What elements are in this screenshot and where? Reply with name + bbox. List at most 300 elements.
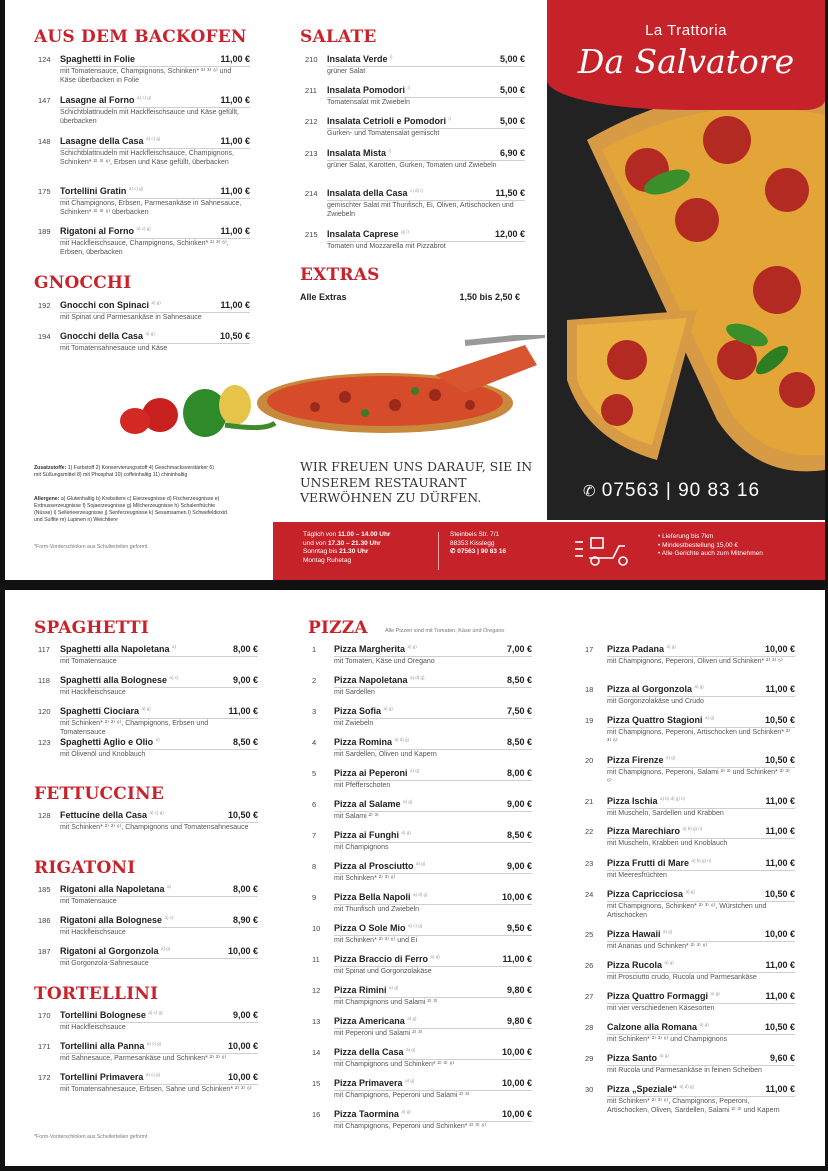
section-title-tortellini: TORTELLINI [34, 984, 159, 1004]
info-footer [273, 522, 825, 580]
menu-item-row [38, 706, 258, 716]
item-description: mit Sardellen, Oliven und Kapern [334, 751, 437, 758]
item-name: Insalata della Casa $^{c) d) i)}$ [327, 188, 423, 198]
allergen-codes: a) c) g) [148, 1010, 163, 1015]
item-name: Pizza Firenze $^{a) g)}$ [607, 755, 676, 765]
ham-footnote: *Form-Vorderschinken aus Schulterteilen geformt [34, 1134, 148, 1140]
item-name: Pizza Bella Napoli $^{a) d) g)}$ [334, 892, 428, 902]
item-price: 11,00 € [765, 1084, 795, 1094]
item-description: mit Champignons und Salami ²⁾ ³⁾ [334, 999, 438, 1006]
menu-item [312, 799, 532, 831]
item-price: 11,00 € [765, 960, 795, 970]
delivery-scooter-icon [573, 534, 641, 568]
item-name: Insalata Pomodori $^{i)}$ [327, 85, 411, 95]
item-description: mit Schinken* ²⁾ ³⁾ ⁶⁾, Champignons und Tomatensahnesauce [60, 824, 249, 831]
item-description: Schichtblattnudeln mit Hackfleischsauce, Champignons, Schinken* ²⁾ ³⁾ ⁶⁾, Erbsen und Käse gefüllt, überbacken [60, 150, 234, 166]
allergen-codes: a) [172, 644, 177, 649]
menu-item-row [585, 1084, 795, 1094]
allergen-codes: i) [388, 148, 392, 153]
item-description: mit Champignons, Peperoni und Salami ²⁾ ³⁾ [334, 1092, 470, 1099]
menu-item-row [585, 858, 795, 868]
item-price: 12,00 € [494, 229, 525, 239]
section-title-rigatoni: RIGATONI [34, 858, 136, 878]
menu-item-row [312, 954, 532, 964]
allergens-note: Allergene: a) Glutenhaltig b) Krebstiere c) Eierzeugnisse d) Fischerzeugnisse e) Erdnusserzeugnisse f) Sojaerzeugnisse g) Milcherzeugnisse h) Schalenfrüchte (Nüsse) i) Sellerieerzeugnisse j) Senferzeugnisse k) Sesamsamen l) Schwefeldioxid und Sulfite m) Lupinen n) Weichtiere [34, 496, 227, 523]
menu-item [312, 923, 532, 955]
section-title-fettuccine: FETTUCCINE [34, 784, 165, 804]
menu-item [312, 985, 532, 1017]
item-name: Pizza al Salame $^{a) g)}$ [334, 799, 413, 809]
menu-item [305, 54, 525, 86]
allergen-codes: a) c) g) [408, 923, 423, 928]
item-name: Pizza Frutti di Mare $^{a) b) g) n)}$ [607, 858, 712, 868]
phone-icon: ✆ [450, 548, 456, 555]
item-price: 9,00 € [506, 861, 532, 871]
item-name: Tortellini Primavera $^{a) c) g)}$ [60, 1072, 161, 1082]
menu-item [585, 826, 795, 858]
section-title-pizza: PIZZA [308, 618, 368, 638]
allergen-codes: a) c) g) [149, 810, 164, 815]
item-name: Insalata Verde $^{i)}$ [327, 54, 393, 64]
item-price: 11,00 € [220, 300, 250, 310]
item-price: 11,50 € [495, 188, 525, 198]
item-name: Rigatoni alla Bolognese $^{a) c)}$ [60, 915, 174, 925]
menu-item-row [305, 85, 525, 95]
item-description: mit Schinken* ²⁾ ³⁾ ⁶⁾, Champignons, Erbsen und Tomatensauce [60, 720, 209, 736]
pizza-photo [547, 60, 825, 520]
allergen-codes: i) [407, 85, 411, 90]
allergen-codes: a) g) [710, 991, 720, 996]
allergen-codes: a) g) [406, 1047, 416, 1052]
item-price: 11,00 € [765, 684, 795, 694]
item-price: 10,00 € [227, 1041, 258, 1051]
item-number: 4 [312, 738, 317, 747]
menu-item-row [312, 985, 532, 995]
item-price: 10,00 € [501, 892, 532, 902]
item-number: 175 [38, 187, 51, 196]
item-description: mit Schinken* ²⁾ ³⁾ ⁶⁾ und Champignons [607, 1036, 728, 1043]
item-description: mit Sahnesauce, Parmesankäse und Schinken* ²⁾ ³⁾ ⁶⁾ [60, 1055, 227, 1062]
item-description: mit Champignons, Peperoni, Salami ²⁾ ³⁾ und Schinken* ²⁾ ³⁾ ⁶⁾ [607, 769, 790, 785]
item-number: 186 [38, 916, 51, 925]
menu-item [38, 810, 258, 842]
allergen-codes: c) d) i) [410, 188, 423, 193]
item-price: 11,00 € [220, 54, 250, 64]
item-description: mit Schinken* ²⁾ ³⁾ ⁶⁾ und Ei [334, 937, 418, 944]
item-description: Gurken- und Tomatensalat gemischt [327, 130, 440, 137]
item-description: mit Zwiebeln [334, 720, 374, 727]
allergen-codes: a) g) [410, 768, 420, 773]
menu-item-row [585, 684, 795, 694]
menu-item [585, 991, 795, 1023]
item-name: Fettucine della Casa $^{a) c) g)}$ [60, 810, 164, 820]
allergen-codes: i) [390, 54, 393, 59]
item-number: 20 [585, 756, 594, 765]
menu-item [38, 1010, 258, 1042]
item-price: 5,00 € [499, 54, 525, 64]
menu-item-row [305, 116, 525, 126]
item-description: mit Tomatensahnesauce und Käse [60, 345, 168, 352]
item-name: Insalata Mista $^{i)}$ [327, 148, 392, 158]
menu-item [305, 148, 525, 180]
item-description: mit Sardellen [334, 689, 375, 696]
allergen-codes: a) b) g) n) [682, 826, 703, 831]
item-number: 27 [585, 992, 594, 1001]
menu-item-row [38, 946, 258, 956]
item-description: mit Champignons, Peperoni, Artischocken und Schinken* ²⁾ ³⁾ ⁶⁾ [607, 729, 791, 745]
allergen-codes: a) d) g) [679, 1084, 695, 1089]
menu-item [312, 644, 532, 676]
allergen-codes: g) i) [401, 229, 409, 234]
item-description: mit Gorgonzolakäse und Crudo [607, 698, 704, 705]
item-number: 187 [38, 947, 51, 956]
item-name: Spaghetti Ciociara $^{a) g)}$ [60, 706, 151, 716]
menu-item-row [38, 136, 250, 146]
item-description: mit Hackfleischsauce [60, 1024, 126, 1031]
item-name: Pizza Margherita $^{a) g)}$ [334, 644, 417, 654]
cover-column [547, 0, 825, 520]
menu-item [38, 675, 258, 707]
menu-item-row [312, 830, 532, 840]
phone-icon: ✆ [583, 483, 602, 500]
item-description: mit Peperoni und Salami ²⁾ ³⁾ [334, 1030, 423, 1037]
ham-footnote: *Form-Vorderschinken aus Schulterteilen geformt [34, 544, 148, 550]
item-name: Pizza Marechiaro $^{a) b) g) n)}$ [607, 826, 703, 836]
item-description: mit Champignons, Peperoni, Oliven und Schinken* ²⁾ ³⁾ ⁶⁾ [607, 658, 783, 665]
allergen-codes: a) [167, 884, 172, 889]
menu-item [585, 684, 795, 716]
item-name: Pizza Santo $^{a) g)}$ [607, 1053, 669, 1063]
item-description: mit Meeresfrüchten [607, 872, 667, 879]
item-price: 10,50 € [227, 810, 258, 820]
allergen-codes: a) g) [401, 1109, 411, 1114]
menu-item-row [38, 1041, 258, 1051]
allergen-codes: a) g) [383, 706, 393, 711]
menu-item [38, 915, 258, 947]
menu-item-row [585, 826, 795, 836]
menu-item [312, 1047, 532, 1079]
menu-item [312, 737, 532, 769]
menu-item-row [38, 644, 258, 654]
item-price: 10,00 € [764, 929, 795, 939]
item-number: 22 [585, 827, 594, 836]
menu-item [305, 85, 525, 117]
menu-item-row [585, 1022, 795, 1032]
item-number: 29 [585, 1054, 594, 1063]
menu-item-row [312, 737, 532, 747]
item-number: 26 [585, 961, 594, 970]
item-name: Lasagne al Forno $^{a) c) g)}$ [60, 95, 152, 105]
opening-hours: Täglich von 11.00 – 14.00 Uhr und von 17.30 – 21.30 Uhr Sonntag bis 21.30 Uhr Montag Ruhetag [303, 531, 391, 564]
item-number: 2 [312, 676, 317, 685]
menu-item-row [38, 1010, 258, 1020]
item-description: mit Tomatensahnesauce, Erbsen, Sahne und Schinken* ²⁾ ³⁾ ⁶⁾ [60, 1086, 252, 1093]
menu-item [312, 892, 532, 924]
item-description: mit Hackfleischsauce, Champignons, Schinken* ²⁾ ³⁾ ⁶⁾, Erbsen, überbacken [60, 240, 229, 256]
menu-item-row [38, 884, 258, 894]
item-description: mit Tomaten, Käse und Oregano [334, 658, 435, 665]
item-price: 11,00 € [220, 136, 250, 146]
item-number: 6 [312, 800, 317, 809]
item-number: 124 [38, 55, 51, 64]
item-description: mit vier verschiedenen Käsesorten [607, 1005, 715, 1012]
item-price: 9,80 € [506, 985, 532, 995]
allergen-codes: a) c) g) [145, 1072, 161, 1077]
item-price: 10,50 € [764, 889, 795, 899]
allergen-codes: a) g) [664, 960, 674, 965]
menu-item [312, 706, 532, 738]
item-description: mit Prosciutto crudo, Rucola und Parmesankäse [607, 974, 757, 981]
brand-logo: Da Salvatore [577, 42, 795, 81]
item-description: Schichtblattnudeln mit Hackfleischsauce und Käse gefüllt, überbacken [60, 109, 239, 125]
item-number: 215 [305, 230, 318, 239]
item-price: 11,00 € [765, 796, 795, 806]
menu-item-row [585, 644, 795, 654]
menu-item-row [38, 675, 258, 685]
item-description: Tomaten und Mozzarella mit Pizzabrot [327, 243, 446, 250]
menu-item-row [312, 923, 532, 933]
item-price: 9,60 € [769, 1053, 795, 1063]
item-price: 8,50 € [506, 830, 532, 840]
allergen-codes: a) g) [685, 889, 695, 894]
item-description: mit Tomatensauce [60, 898, 117, 905]
item-name: Pizza al Prosciutto $^{a) g)}$ [334, 861, 426, 871]
menu-item [305, 116, 525, 148]
item-number: 1 [312, 645, 317, 654]
item-name: Pizza Primavera $^{a) g)}$ [334, 1078, 415, 1088]
menu-item [585, 796, 795, 828]
item-number: 172 [38, 1073, 51, 1082]
additives-note: Zusatzstoffe: 1) Farbstoff 2) Konservierungsstoff 4) Geschmacksverstärker 6) mit Süßungsmittel 8) mit Phosphat 10) coffeinhaltig 11) chininhaltig [34, 465, 214, 478]
item-price: 10,00 € [501, 1109, 532, 1119]
item-number: 148 [38, 137, 51, 146]
item-number: 212 [305, 117, 318, 126]
item-number: 189 [38, 227, 51, 236]
menu-item [38, 737, 258, 769]
allergen-codes: a) g) [659, 1053, 669, 1058]
item-number: 214 [305, 189, 318, 198]
item-description: mit Champignons, Peperoni und Schinken* ²⁾ ³⁾ ⁶⁾ [334, 1123, 487, 1130]
item-price: 10,00 € [764, 644, 795, 654]
allergen-codes: a) g) [389, 985, 399, 990]
item-price: 10,00 € [227, 946, 258, 956]
item-number: 3 [312, 707, 317, 716]
menu-item [38, 95, 250, 127]
item-name: Pizza Rimini $^{a) g)}$ [334, 985, 399, 995]
extras-row [300, 292, 520, 302]
item-number: 17 [585, 645, 594, 654]
allergen-codes: a) g) [141, 706, 151, 711]
menu-item [38, 136, 250, 168]
item-description: mit Muscheln, Sardellen und Krabben [607, 810, 724, 817]
item-description: grüner Salat [327, 68, 366, 75]
allergen-codes: a) b) d) g) n) [660, 796, 686, 801]
item-number: 28 [585, 1023, 594, 1032]
item-name: Pizza Quattro Formaggi $^{a) g)}$ [607, 991, 720, 1001]
item-price: 11,00 € [765, 826, 795, 836]
item-price: 10,00 € [501, 1078, 532, 1088]
item-name: Insalata Caprese $^{g) i)}$ [327, 229, 409, 239]
item-number: 210 [305, 55, 318, 64]
item-description: mit Hackfleischsauce [60, 929, 126, 936]
item-name: Tortellini alla Panna $^{a) c) g)}$ [60, 1041, 162, 1051]
pizza-note: Alle Pizzen sind mit Tomaten, Käse und Oregano [385, 628, 505, 634]
item-description: mit Schinken* ²⁾ ³⁾ ⁶⁾ [334, 875, 396, 882]
item-name: Pizza ai Funghi $^{a) g)}$ [334, 830, 411, 840]
menu-item-row [38, 737, 258, 747]
menu-item [312, 861, 532, 893]
allergen-codes: a) g) [161, 946, 171, 951]
allergen-codes: a) g) [407, 1016, 417, 1021]
menu-item [585, 1084, 795, 1116]
item-name: Pizza Padana $^{a) g)}$ [607, 644, 676, 654]
item-description: Tomatensalat mit Zwiebeln [327, 99, 410, 106]
item-price: 11,00 € [220, 95, 250, 105]
item-number: 14 [312, 1048, 321, 1057]
item-name: Pizza Quattro Stagioni $^{a) g)}$ [607, 715, 715, 725]
menu-item [38, 884, 258, 916]
item-description: gemischter Salat mit Thunfisch, Ei, Oliven, Artischocken und Zwiebeln [327, 202, 514, 218]
menu-item-row [312, 799, 532, 809]
item-price: 8,50 € [506, 675, 532, 685]
delivery-bullet: • Lieferung bis 7km [658, 533, 714, 540]
allergen-codes: a) c) [164, 915, 174, 920]
menu-item-row [305, 229, 525, 239]
allergen-codes: a) g) [663, 929, 673, 934]
item-price: 10,50 € [764, 715, 795, 725]
item-price: 10,00 € [501, 1047, 532, 1057]
allergen-codes: a) g) [416, 861, 426, 866]
item-number: 213 [305, 149, 318, 158]
item-name: Pizza Ischia $^{a) b) d) g) n)}$ [607, 796, 686, 806]
item-number: 118 [38, 676, 50, 685]
menu-item [305, 188, 525, 220]
menu-item [38, 644, 258, 676]
item-name: Spaghetti in Folie [60, 54, 136, 64]
section-title-spaghetti: SPAGHETTI [34, 618, 149, 638]
menu-item-row [38, 54, 250, 64]
extras-price: 1,50 bis 2,50 € [459, 292, 520, 302]
menu-item-row [312, 675, 532, 685]
menu-item-row [38, 810, 258, 820]
item-price: 11,00 € [220, 226, 250, 236]
allergen-codes: a) [155, 737, 160, 742]
item-price: 11,00 € [765, 858, 795, 868]
menu-item-row [585, 929, 795, 939]
allergen-codes: a) c) g) [136, 226, 151, 231]
menu-item [305, 229, 525, 261]
item-name: Spaghetti Aglio e Olio $^{a)}$ [60, 737, 160, 747]
footer-divider [438, 532, 439, 570]
allergen-codes: a) g) [405, 1078, 415, 1083]
item-number: 18 [585, 685, 594, 694]
item-number: 30 [585, 1085, 594, 1094]
allergen-codes: a) g) [699, 1022, 709, 1027]
allergen-codes: a) d) g) [413, 892, 428, 897]
item-description: mit Champignons und Schinken* ²⁾ ³⁾ ⁶⁾ [334, 1061, 455, 1068]
item-price: 8,50 € [506, 737, 532, 747]
menu-item-row [38, 95, 250, 105]
menu-item-row [585, 960, 795, 970]
item-description: mit Spinat und Gorgonzolakäse [334, 968, 432, 975]
item-description: mit Rucola und Parmesankäse in feinen Scheiben [607, 1067, 762, 1074]
allergen-codes: a) c) g) [128, 186, 144, 191]
menu-item-row [312, 768, 532, 778]
pizza-vegetables-illustration [105, 335, 545, 445]
item-number: 192 [38, 301, 51, 310]
item-name: Pizza Sofia $^{a) g)}$ [334, 706, 393, 716]
item-name: Lasagne della Casa $^{a) c) g)}$ [60, 136, 161, 146]
menu-item-row [305, 148, 525, 158]
menu-item-row [312, 1047, 532, 1057]
item-price: 8,90 € [232, 915, 258, 925]
item-name: Pizza Hawaii $^{a) g)}$ [607, 929, 673, 939]
item-price: 8,00 € [232, 644, 258, 654]
item-description: mit Gorgonzola-Sahnesauce [60, 960, 149, 967]
allergen-codes: a) b) g) n) [691, 858, 712, 863]
allergen-codes: a) d) g) [394, 737, 410, 742]
item-price: 6,90 € [499, 148, 525, 158]
item-price: 9,80 € [506, 1016, 532, 1026]
item-number: 128 [38, 811, 51, 820]
menu-item [585, 960, 795, 992]
menu-item-row [585, 1053, 795, 1063]
item-description: mit Tomatensauce, Champignons, Schinken* ²⁾ ³⁾ ⁶⁾ und Käse überbacken in Folie [60, 68, 232, 84]
item-price: 11,00 € [765, 991, 795, 1001]
menu-item-row [305, 188, 525, 198]
menu-item [38, 300, 250, 332]
menu-item-row [38, 1072, 258, 1082]
menu-item [585, 1053, 795, 1085]
menu-item-row [38, 915, 258, 925]
allergen-codes: a) g) [401, 830, 411, 835]
allergen-codes: a) g) [666, 644, 676, 649]
allergen-codes: a) c) g) [146, 1041, 162, 1046]
menu-item [585, 929, 795, 961]
item-price: 9,00 € [232, 1010, 258, 1020]
delivery-info [658, 533, 818, 559]
menu-item [312, 1078, 532, 1110]
menu-item [38, 706, 258, 738]
menu-item-row [305, 54, 525, 64]
item-name: Spaghetti alla Napoletana $^{a)}$ [60, 644, 177, 654]
item-number: 7 [312, 831, 317, 840]
item-price: 11,00 € [228, 706, 258, 716]
item-price: 9,00 € [232, 675, 258, 685]
section-title-extras: EXTRAS [300, 265, 380, 285]
item-number: 23 [585, 859, 594, 868]
item-description: mit Salami ²⁾ ³⁾ [334, 813, 379, 820]
item-number: 15 [312, 1079, 321, 1088]
item-name: Pizza Romina $^{a) d) g)}$ [334, 737, 410, 747]
item-number: 170 [38, 1011, 51, 1020]
menu-item [38, 54, 250, 86]
item-price: 7,50 € [506, 706, 532, 716]
item-number: 8 [312, 862, 317, 871]
allergen-codes: a) g) [145, 331, 155, 336]
item-number: 13 [312, 1017, 321, 1026]
item-price: 9,00 € [506, 799, 532, 809]
item-name: Calzone alla Romana $^{a) g)}$ [607, 1022, 709, 1032]
item-name: Pizza Americana $^{a) g)}$ [334, 1016, 417, 1026]
menu-item [585, 715, 795, 747]
item-name: Tortellini Bolognese $^{a) c) g)}$ [60, 1010, 163, 1020]
item-number: 123 [38, 738, 51, 747]
section-title-gnocchi: GNOCCHI [34, 273, 132, 293]
item-name: Rigatoni al Forno $^{a) c) g)}$ [60, 226, 151, 236]
menu-item [38, 226, 250, 258]
menu-item [312, 1016, 532, 1048]
